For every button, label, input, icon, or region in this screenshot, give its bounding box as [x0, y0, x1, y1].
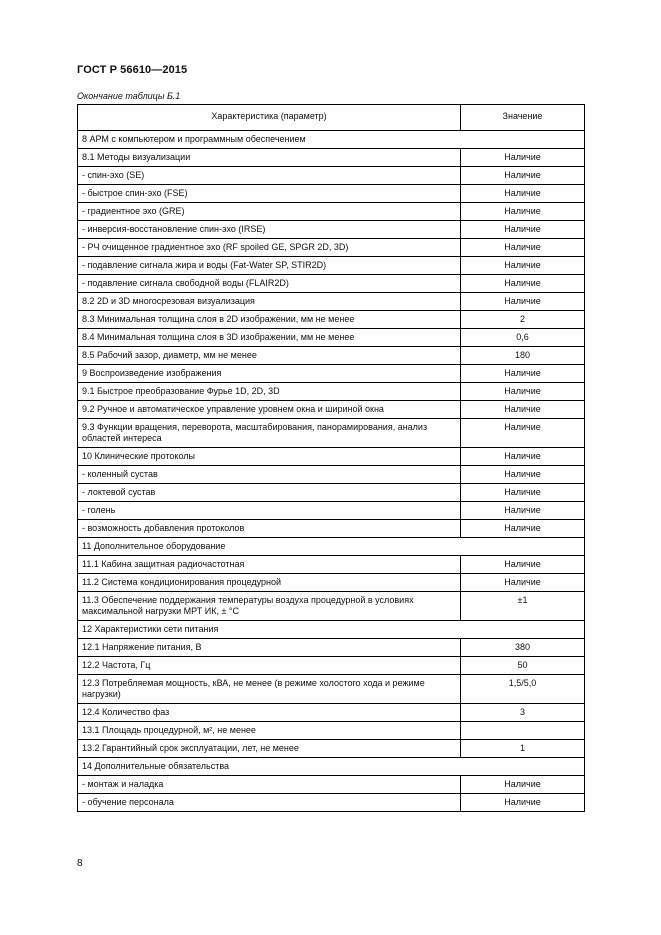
parameter-cell: - инверсия-восстановление спин-эхо (IRSE)	[78, 221, 461, 239]
parameter-cell: 9.3 Функции вращения, переворота, масштабирования, панорамирования, анализ областей интереса	[78, 419, 461, 448]
table-row	[78, 556, 585, 574]
table-row	[78, 293, 585, 311]
value-cell: 50	[461, 657, 585, 675]
parameter-cell: 9.2 Ручное и автоматическое управление уровнем окна и шириной окна	[78, 401, 461, 419]
value-cell: Наличие	[461, 776, 585, 794]
page-number: 8	[77, 858, 83, 869]
value-cell: Наличие	[461, 794, 585, 812]
parameter-cell: 10 Клинические протоколы	[78, 448, 461, 466]
parameter-cell: 12.4 Количество фаз	[78, 704, 461, 722]
value-cell: 1	[461, 740, 585, 758]
parameter-cell: - монтаж и наладка	[78, 776, 461, 794]
parameter-cell: 13.2 Гарантийный срок эксплуатации, лет, не менее	[78, 740, 461, 758]
value-cell: 180	[461, 347, 585, 365]
table-row	[78, 592, 585, 621]
table-row	[78, 740, 585, 758]
table-row	[78, 167, 585, 185]
table-row	[78, 466, 585, 484]
value-cell: 0,6	[461, 329, 585, 347]
value-cell: 2	[461, 311, 585, 329]
parameter-cell: 12.3 Потребляемая мощность, кВА, не менее (в режиме холостого хода и режиме нагрузки)	[78, 675, 461, 704]
value-cell: Наличие	[461, 520, 585, 538]
value-cell: Наличие	[461, 502, 585, 520]
table-row	[78, 657, 585, 675]
table-row	[78, 203, 585, 221]
table-caption: Окончание таблицы Б.1	[77, 91, 181, 101]
parameter-cell: - подавление сигнала свободной воды (FLAIR2D)	[78, 275, 461, 293]
parameter-cell: 11.1 Кабина защитная радиочастотная	[78, 556, 461, 574]
value-cell: 380	[461, 639, 585, 657]
parameter-cell: 8.4 Минимальная толщина слоя в 3D изображении, мм не менее	[78, 329, 461, 347]
value-cell: Наличие	[461, 275, 585, 293]
parameter-cell: 8.2 2D и 3D многосрезовая визуализация	[78, 293, 461, 311]
table-row	[78, 520, 585, 538]
section-heading-cell: 14 Дополнительные обязательства	[78, 758, 585, 776]
value-cell: Наличие	[461, 556, 585, 574]
table-row	[78, 484, 585, 502]
parameter-cell: - обучение персонала	[78, 794, 461, 812]
table-row	[78, 257, 585, 275]
parameter-cell: - подавление сигнала жира и воды (Fat-Water SP, STIR2D)	[78, 257, 461, 275]
table-row	[78, 239, 585, 257]
section-heading-cell: 11 Дополнительное оборудование	[78, 538, 585, 556]
value-cell: Наличие	[461, 448, 585, 466]
table-row	[78, 419, 585, 448]
parameter-cell: - коленный сустав	[78, 466, 461, 484]
table-row	[78, 383, 585, 401]
document-header: ГОСТ Р 56610—2015	[77, 64, 188, 76]
value-cell: Наличие	[461, 239, 585, 257]
table-row	[78, 401, 585, 419]
value-cell: 3	[461, 704, 585, 722]
table-row	[78, 347, 585, 365]
value-cell: Наличие	[461, 365, 585, 383]
value-cell: Наличие	[461, 401, 585, 419]
parameter-cell: 9 Воспроизведение изображения	[78, 365, 461, 383]
table-row	[78, 275, 585, 293]
table-row	[78, 221, 585, 239]
parameter-cell: 11.2 Система кондиционирования процедурной	[78, 574, 461, 592]
table-row	[78, 149, 585, 167]
value-cell: Наличие	[461, 419, 585, 448]
table-header-row	[78, 105, 585, 131]
parameter-cell: 13.1 Площадь процедурной, м², не менее	[78, 722, 461, 740]
table-row	[78, 502, 585, 520]
section-heading-cell: 12 Характеристики сети питания	[78, 621, 585, 639]
value-cell: Наличие	[461, 293, 585, 311]
parameter-cell: 8.1 Методы визуализации	[78, 149, 461, 167]
value-cell: Наличие	[461, 484, 585, 502]
value-cell: Наличие	[461, 257, 585, 275]
parameter-cell: 11.3 Обеспечение поддержания температуры воздуха процедурной в условиях максимальной нагрузки МРТ ИК, ± °С	[78, 592, 461, 621]
parameter-cell: - РЧ очищенное градиентное эхо (RF spoiled GE, SPGR 2D, 3D)	[78, 239, 461, 257]
table-row	[78, 311, 585, 329]
value-cell: 1,5/5,0	[461, 675, 585, 704]
table-row	[78, 365, 585, 383]
table-row	[78, 621, 585, 639]
value-cell	[461, 722, 585, 740]
column-header-parameter: Характеристика (параметр)	[78, 105, 461, 131]
value-cell: ±1	[461, 592, 585, 621]
value-cell: Наличие	[461, 574, 585, 592]
section-heading-cell: 8 АРМ с компьютером и программным обеспечением	[78, 131, 585, 149]
parameter-cell: 9.1 Быстрое преобразование Фурье 1D, 2D, 3D	[78, 383, 461, 401]
parameter-cell: - голень	[78, 502, 461, 520]
parameter-cell: 12.2 Частота, Гц	[78, 657, 461, 675]
value-cell: Наличие	[461, 167, 585, 185]
parameter-cell: - градиентное эхо (GRE)	[78, 203, 461, 221]
parameter-cell: - локтевой сустав	[78, 484, 461, 502]
value-cell: Наличие	[461, 221, 585, 239]
table-row	[78, 675, 585, 704]
value-cell: Наличие	[461, 383, 585, 401]
table-body	[78, 131, 585, 812]
table-row	[78, 776, 585, 794]
parameter-cell: 8.3 Минимальная толщина слоя в 2D изображении, мм не менее	[78, 311, 461, 329]
table-row	[78, 448, 585, 466]
table-row	[78, 704, 585, 722]
parameter-cell: - быстрое спин-эхо (FSE)	[78, 185, 461, 203]
column-header-value: Значение	[461, 105, 585, 131]
table-row	[78, 574, 585, 592]
table-row	[78, 758, 585, 776]
value-cell: Наличие	[461, 466, 585, 484]
value-cell: Наличие	[461, 185, 585, 203]
parameter-cell: 8.5 Рабочий зазор, диаметр, мм не менее	[78, 347, 461, 365]
value-cell: Наличие	[461, 203, 585, 221]
table-row	[78, 722, 585, 740]
parameter-cell: - возможность добавления протоколов	[78, 520, 461, 538]
parameter-cell: - спин-эхо (SE)	[78, 167, 461, 185]
table-row	[78, 131, 585, 149]
value-cell: Наличие	[461, 149, 585, 167]
table-row	[78, 329, 585, 347]
specification-table	[77, 104, 585, 812]
table-row	[78, 794, 585, 812]
table-row	[78, 538, 585, 556]
parameter-cell: 12.1 Напряжение питания, В	[78, 639, 461, 657]
table-row	[78, 639, 585, 657]
table-row	[78, 185, 585, 203]
